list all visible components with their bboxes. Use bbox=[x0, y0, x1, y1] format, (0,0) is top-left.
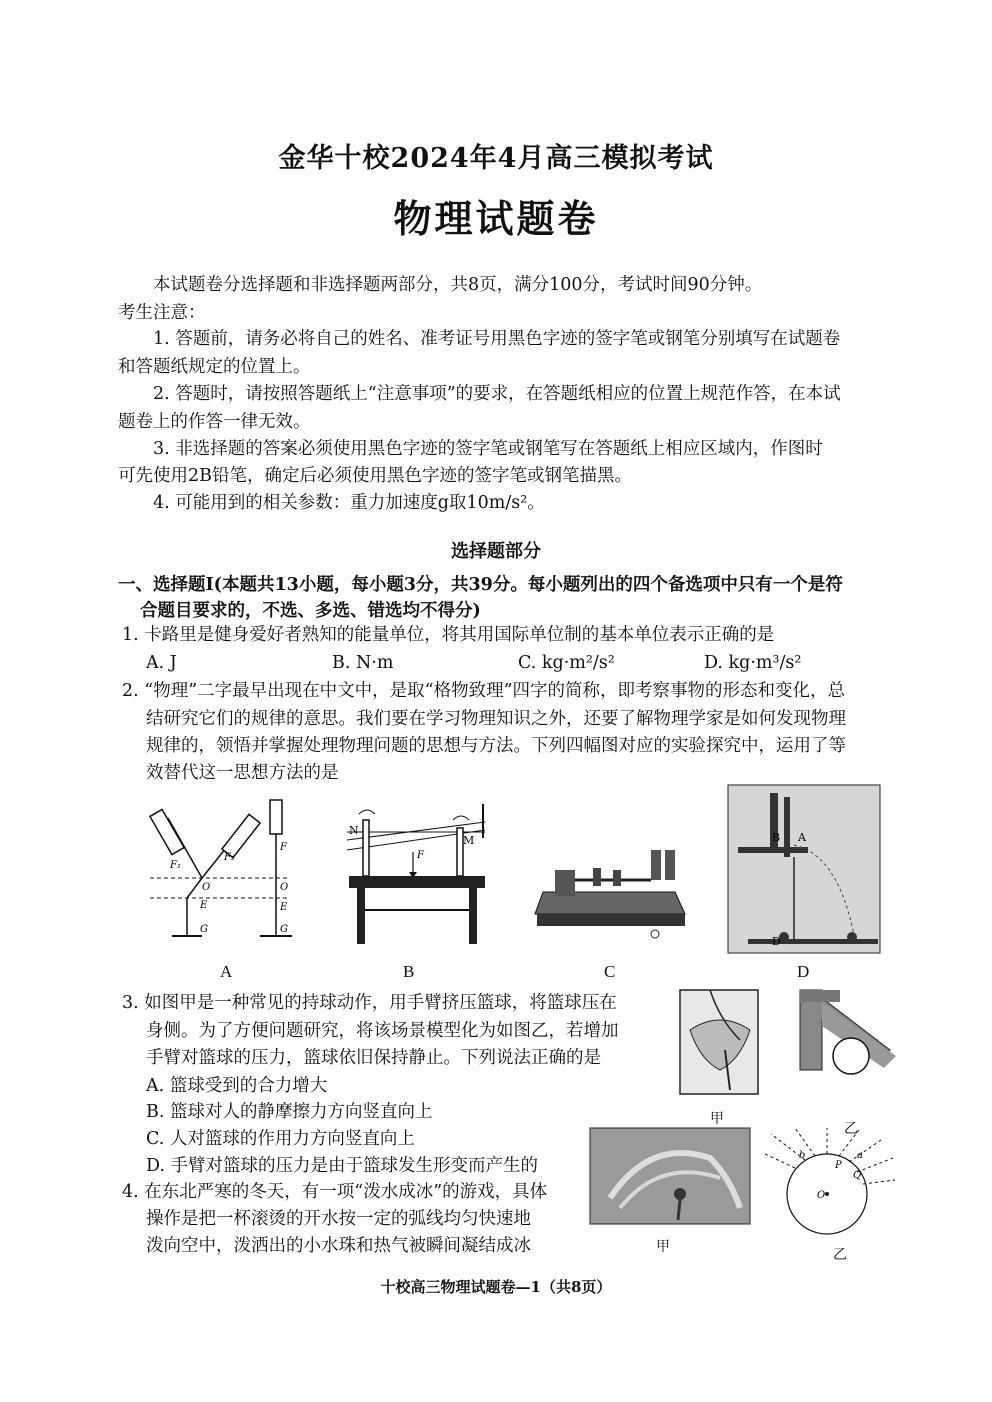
q3-line-3: 手臂对篮球的压力，篮球依旧保持静止。下列说法正确的是 bbox=[146, 1048, 601, 1068]
q3-option-d: D. 手臂对篮球的压力是由于篮球发生形变而产生的 bbox=[146, 1156, 539, 1176]
notice-item-1b: 和答题纸规定的位置上。 bbox=[118, 357, 311, 377]
figure-d-projectile-photo bbox=[728, 785, 880, 953]
figure-b-mirror-table bbox=[345, 802, 495, 952]
fig-a-label-e2: E bbox=[280, 902, 288, 913]
fig-d-label-a: A bbox=[798, 831, 806, 844]
figure-a-force-board bbox=[150, 798, 310, 948]
q4-caption-jia: 甲 bbox=[656, 1239, 670, 1255]
fig-a-label-g2: G bbox=[280, 924, 288, 935]
q3-figure-jia-photo bbox=[680, 990, 760, 1100]
q3-option-c: C. 人对篮球的作用力方向竖直向上 bbox=[146, 1129, 415, 1149]
exam-subtitle: 物理试题卷 bbox=[393, 196, 599, 241]
notice-item-2a: 2. 答题时，请按照答题纸上“注意事项”的要求，在答题纸相应的位置上规范作答，在本试 bbox=[153, 384, 841, 404]
q1-option-b: B. N·m bbox=[332, 653, 394, 673]
notice-item-4: 4. 可能用到的相关参数：重力加速度g取10m/s²。 bbox=[153, 493, 545, 513]
notice-heading: 考生注意： bbox=[118, 303, 206, 323]
notice-item-3a: 3. 非选择题的答案必须使用黑色字迹的签字笔或钢笔写在答题纸上相应区域内，作图时 bbox=[153, 439, 823, 459]
fig-a-label-e1: E bbox=[200, 900, 208, 911]
q1-option-a: A. J bbox=[146, 653, 177, 673]
part-heading-line1: 一、选择题Ⅰ(本题共13小题，每小题3分，共39分。每小题列出的四个备选项中只有一个是符 bbox=[118, 575, 843, 595]
section-title: 选择题部分 bbox=[451, 541, 541, 562]
q4-figure-jia-photo bbox=[590, 1128, 750, 1228]
figure-a-label: A bbox=[220, 962, 233, 981]
q2-line-1: 2. “物理”二字最早出现在中文中，是取“格物致理”四字的简称，即考察事物的形态和变化，总 bbox=[122, 681, 846, 701]
q4-fig-label-b: b bbox=[799, 1150, 806, 1161]
figure-b-label: B bbox=[403, 962, 415, 981]
notice-item-1a: 1. 答题前，请务必将自己的姓名、准考证号用黑色字迹的签字笔或钢笔分别填写在试题卷 bbox=[153, 329, 841, 349]
q4-figure-yi-diagram bbox=[765, 1128, 895, 1238]
q4-fig-label-a: a bbox=[857, 1150, 863, 1161]
q4-line-2: 操作是把一杯滚烫的开水按一定的弧线均匀快速地 bbox=[146, 1209, 531, 1229]
notice-item-3b: 可先使用2B铅笔，确定后必须使用黑色字迹的签字笔或钢笔描黑。 bbox=[118, 466, 632, 486]
q4-line-1: 4. 在东北严寒的冬天，有一项“泼水成冰”的游戏，具体 bbox=[122, 1182, 548, 1202]
fig-b-label-f: F bbox=[417, 850, 424, 861]
figure-c-torsion-apparatus bbox=[533, 840, 693, 940]
fig-a-label-f: F bbox=[280, 842, 287, 853]
q1-option-d: D. kg·m³/s² bbox=[704, 653, 802, 673]
fig-b-label-m: M bbox=[463, 834, 475, 847]
fig-a-label-f2: F₂ bbox=[224, 852, 235, 863]
fig-a-label-o1: O bbox=[202, 882, 211, 893]
figure-d-label: D bbox=[797, 962, 810, 981]
fig-a-label-o2: O bbox=[280, 882, 289, 893]
notice-item-2b: 题卷上的作答一律无效。 bbox=[118, 412, 311, 432]
q2-line-4: 效替代这一思想方法的是 bbox=[146, 763, 339, 783]
page-footer: 十校高三物理试题卷—1（共8页） bbox=[380, 1278, 612, 1296]
exam-title: 金华十校2024年4月高三模拟考试 bbox=[278, 143, 714, 174]
q2-line-2: 结研究它们的规律的意思。我们要在学习物理知识之外，还要了解物理学家是如何发现物理 bbox=[146, 709, 846, 729]
fig-a-label-g1: G bbox=[200, 924, 208, 935]
q4-line-3: 泼向空中，泼洒出的小水珠和热气被瞬间凝结成冰 bbox=[146, 1236, 531, 1256]
q3-caption-jia: 甲 bbox=[710, 1111, 724, 1127]
q1-option-c: C. kg·m²/s² bbox=[518, 653, 615, 673]
q4-fig-label-o: O bbox=[817, 1190, 826, 1201]
q3-option-b: B. 篮球对人的静摩擦力方向竖直向上 bbox=[146, 1102, 433, 1122]
q4-caption-yi: 乙 bbox=[833, 1247, 847, 1263]
q1-stem: 1. 卡路里是健身爱好者熟知的能量单位，将其用国际单位制的基本单位表示正确的是 bbox=[122, 625, 775, 645]
fig-d-label-d: D bbox=[772, 935, 781, 948]
part-heading-line2: 合题目要求的，不选、多选、错选均不得分) bbox=[140, 601, 481, 621]
q3-line-1: 3. 如图甲是一种常见的持球动作，用手臂挤压篮球，将篮球压在 bbox=[122, 993, 617, 1013]
fig-d-label-b: B bbox=[772, 831, 781, 844]
q4-fig-label-q: Q bbox=[853, 1170, 862, 1181]
q3-figure-yi-model bbox=[800, 990, 900, 1090]
q2-line-3: 规律的，领悟并掌握处理物理问题的思想与方法。下列四幅图对应的实验探究中，运用了等 bbox=[146, 736, 846, 756]
exam-summary: 本试题卷分选择题和非选择题两部分，共8页，满分100分，考试时间90分钟。 bbox=[153, 275, 763, 295]
figure-c-label: C bbox=[604, 962, 616, 981]
q3-option-a: A. 篮球受到的合力增大 bbox=[146, 1076, 328, 1096]
fig-a-label-f1: F₁ bbox=[170, 860, 181, 871]
q4-fig-label-p: P bbox=[835, 1160, 842, 1171]
q3-caption-yi: 乙 bbox=[844, 1121, 858, 1137]
fig-b-label-n: N bbox=[349, 824, 359, 837]
q3-line-2: 身侧。为了方便问题研究，将该场景模型化为如图乙，若增加 bbox=[146, 1021, 619, 1041]
